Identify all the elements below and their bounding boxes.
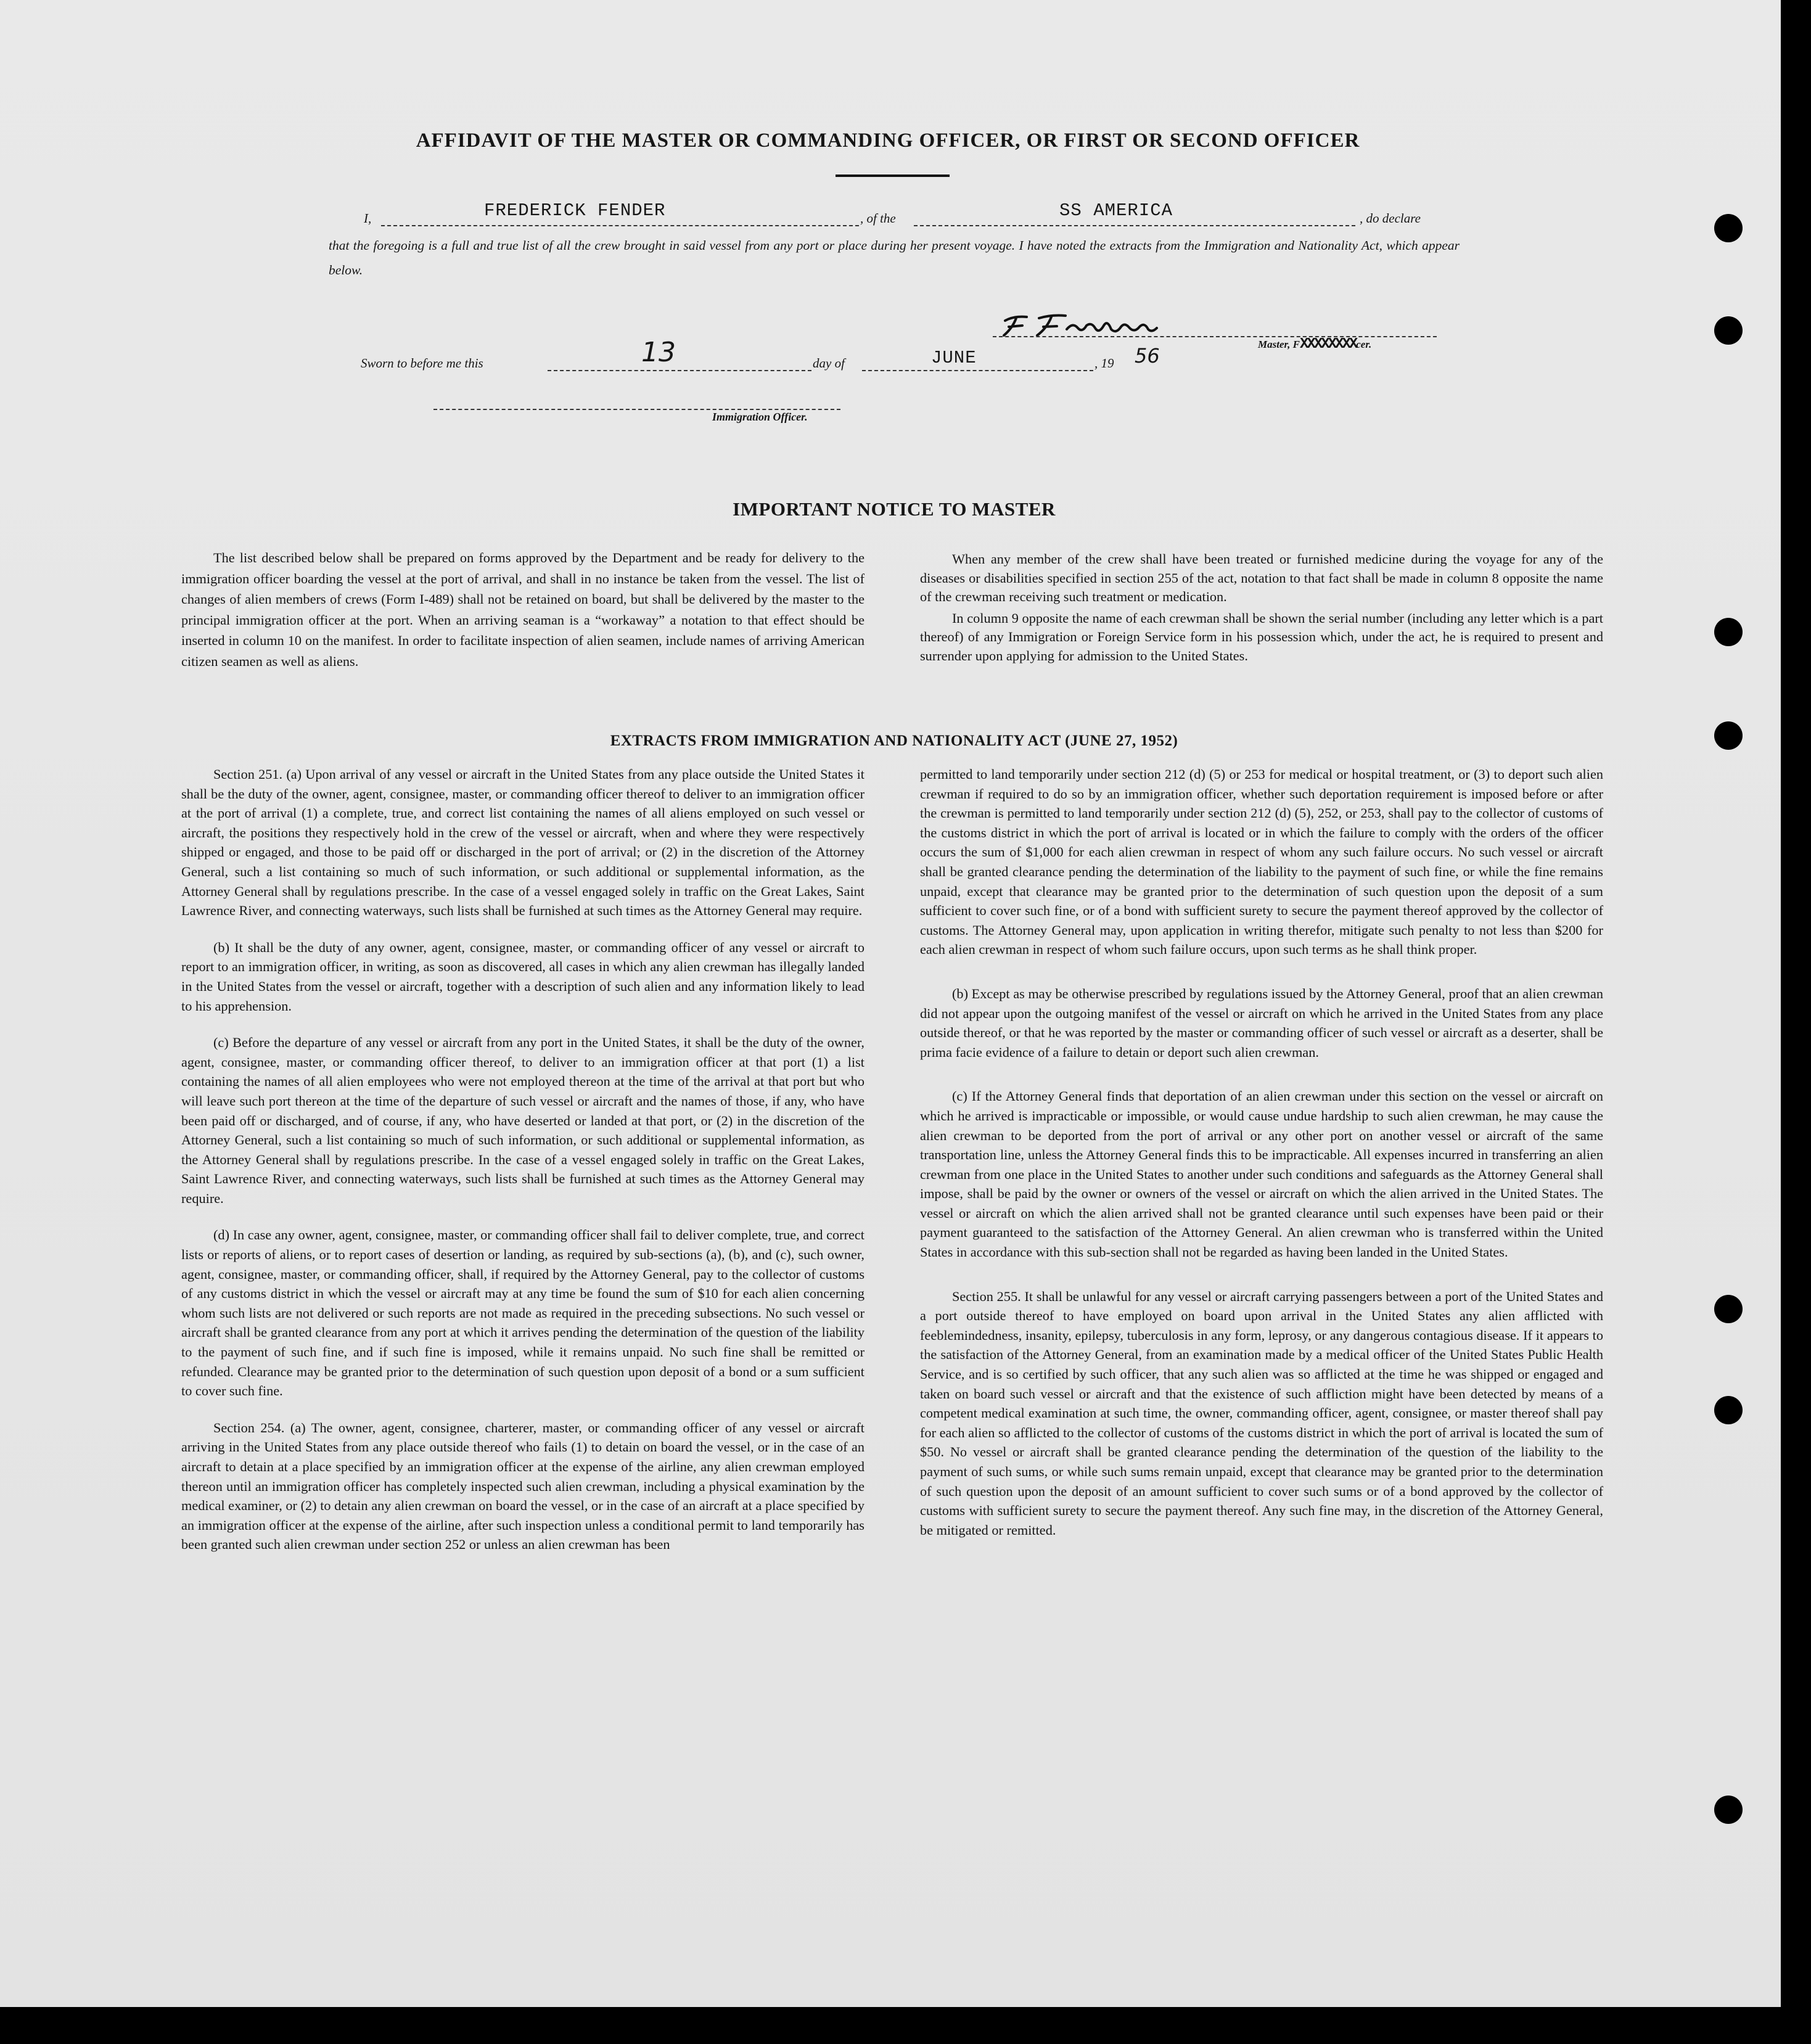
immigration-officer-line [433, 409, 840, 410]
punch-hole [1714, 1396, 1743, 1424]
notice-right-column [920, 550, 1603, 665]
notice-right-paragraph-2: In column 9 opposite the name of each crewman shall be shown the serial number (including any letter which is a part thereof) of any Immigration or Foreign Service form in his possession which, under the act, he is required to present and surrender upon applying for admission to the United States. [920, 610, 1603, 663]
year-prefix: , 19 [1094, 356, 1114, 371]
section-254-c: (c) If the Attorney General finds that deportation of an alien crewman under this section on the vessel or aircraft on which he arrived is impracticable or impossible, or would cause undue hardship to such alien crewman, he may cause the alien crewman to be deported from the port of arrival or any other port on another vessel or aircraft of the same transportation line, unless the Attorney General finds this to be impracticable. All expenses incurred in transferring an alien crewman from one place in the United States to another under such conditions and safeguards as the Attorney General shall impose, shall be paid by the owner or owners of the vessel or aircraft on which the alien arrived in the United States. The vessel or aircraft on which the alien arrived shall not be granted clearance until such expenses have been paid or their payment guaranteed to the satisfaction of the Attorney General. An alien crewman who is transferred within the United States in accordance with this sub-section shall not be regarded as having been landed in the United States. [920, 1088, 1603, 1260]
punch-hole [1714, 316, 1743, 345]
punch-hole [1714, 214, 1743, 242]
section-255: Section 255. It shall be unlawful for any vessel or aircraft carrying passengers between a port of the United States and a port outside thereof to have employed on board upon arrival in the United States any alien afflicted with feeblemindedness, insanity, epilepsy, tuberculosis in any form, leprosy, or any dangerous contagious disease. If it appears to the satisfaction of the Attorney General, from an examination made by a medical officer of the United States Public Health Service, and is so certified by such officer, that any such alien was so afflicted at the time he was shipped or engaged and taken on board such vessel or aircraft and that the existence of such affliction might have been detected by means of a competent medical examination at such time, the owner, commanding officer, agent, consignee, or master thereof shall pay for each alien so afflicted to the collector of customs of the customs district in which the port of arrival is located the sum of $50. No vessel or aircraft shall be granted clearance pending the determination of the question of the liability to the payment of such sums, or while such sums remain unpaid, except that clearance may be granted prior to the determination of such question upon the deposit of an amount sufficient to cover such sums or of a bond approved by the collector of customs with sufficient surety to secure the payment thereof. Any such fine may, in the discretion of the Attorney General, be mitigated or remitted. [920, 1288, 1603, 1538]
punch-hole [1714, 618, 1743, 646]
section-251-c: (c) Before the departure of any vessel or aircraft from any port in the United States, it shall be the duty of the owner, agent, consignee, master, or commanding officer thereof, to deliver to an immigration officer at that port (1) a list containing the names of all alien employees who were not employed thereon at the time of the arrival at that port but who will leave such port thereon at the time of the departure of such vessel or aircraft and the names of those, if any, who have been paid off or discharged, and of course, if any, who have deserted or landed at that port, or (2) in the discretion of the Attorney General, such a list containing so much of such information, or such additional or supplemental information, as the Attorney General shall by regulations prescribe. In the case of a vessel engaged solely in traffic on the Great Lakes, Saint Lawrence River, and connecting waterways, such lists shall be furnished at such times as the Attorney General may require. [181, 1035, 864, 1206]
signer-title-suffix: cer. [1356, 339, 1372, 350]
extracts-left-column [181, 765, 864, 1572]
declaration-text: that the foregoing is a full and true list of all the crew brought in said vessel from any port or place during her present voyage. I have noted the extracts from the Immigration and Nationality Act, which appear below. [329, 238, 1460, 277]
section-254-a-cont: permitted to land temporarily under section 212 (d) (5) or 253 for medical or hospital treatment, or (3) to deport such alien crewman if required to do so by an immigration officer, whether such deportation requirement is imposed before or after the crewman is permitted to land temporarily under section 212 (d) (5), 252, or 253, shall pay to the collector of customs of the customs district in which the port of arrival is located or in which the failure to comply with the orders of the officer occurs the sum of $1,000 for each alien crewman in respect of whom any such failure occurs. No such vessel or aircraft shall be granted clearance pending the determination of the liability to the payment of such fine, or while the fine remains unpaid, except that clearance may be granted prior to the determination of such question upon the deposit of a sum sufficient to cover such fine, or of a bond with sufficient surety to secure the payment thereof approved by the collector of customs. The Attorney General may, upon application in writing therefor, mitigate such penalty to not less than $200 for each alien crewman in respect of whom such failure occurs, upon such terms as he shall think proper. [920, 766, 1603, 958]
day-of-label: day of [813, 356, 845, 371]
i-label: I, [364, 211, 372, 226]
month-line [862, 370, 1093, 371]
punch-hole [1714, 721, 1743, 750]
title-rule [836, 174, 950, 177]
section-251-a: Section 251. (a) Upon arrival of any vessel or aircraft in the United States from any place outside the United States it shall be the duty of the owner, agent, consignee, master, or commanding officer thereof to deliver to an immigration officer at the port of arrival (1) a complete, true, and correct list containing the names of all aliens employed on such vessel or aircraft, the positions they respectively hold in the crew of the vessel or aircraft, when and where they were respectively shipped or engaged, and those to be paid off or discharged in the port of arrival; or (2) in the discretion of the Attorney General, such a list containing so much of such information, or such additional or supplemental information, as the Attorney General shall by regulations prescribe. In the case of a vessel engaged solely in traffic on the Great Lakes, Saint Lawrence River, and connecting waterways, such lists shall be furnished at such times as the Attorney General may require. [181, 766, 864, 919]
signer-title-prefix: Master, F [1258, 339, 1300, 350]
extracts-title: EXTRACTS FROM IMMIGRATION AND NATIONALITY ACT (JUNE 27, 1952) [610, 733, 1178, 749]
master-signature [993, 303, 1209, 340]
section-254-a: Section 254. (a) The owner, agent, consignee, charterer, master, or commanding officer of any vessel or aircraft arriving in the United States from any place outside thereof who fails (1) to detain on board the vessel, or in the case of an aircraft to detain at a place specified by an immigration officer at the expense of the airline, any alien crewman employed thereon until an immigration officer has completely inspected such alien crewman, including a physical examination by the medical examiner, or (2) to detain any alien crewman on board the vessel, or in the case of an aircraft at a place specified by an immigration officer at the expense of the airline, after such inspection unless a conditional permit to land temporarily has been granted such alien crewman under section 252 or unless an alien crewman has been [181, 1419, 864, 1553]
punch-hole [1714, 1796, 1743, 1824]
immigration-officer-label: Immigration Officer. [712, 411, 808, 423]
day-line [548, 370, 811, 371]
year-value: 56 [1135, 344, 1160, 367]
day-value: 13 [641, 337, 676, 368]
notice-title: IMPORTANT NOTICE TO MASTER [733, 498, 1056, 520]
master-name: FREDERICK FENDER [484, 200, 666, 221]
section-251-d: (d) In case any owner, agent, consignee, master, or commanding officer shall fail to deliver complete, true, and correct lists or reports of aliens, or to report cases of desertion or landing, as required by sub-sections (a), (b), and (c), such owner, agent, consignee, master, or commanding officer, shall, if required by the Attorney General, pay to the collector of customs of any customs district in which the vessel or aircraft may at any time be found the sum of $10 for each alien concerning whom such lists are not delivered or such reports are not made as required in the preceding subsections. No such vessel or aircraft shall be granted clearance from any port at which it arrives pending the determination of the question of the liability to the payment of such fine, and if such fine is imposed, while it remains unpaid. No such fine shall be remitted or refunded. Clearance may be granted prior to the determination of such question upon deposit of a bond or a sum sufficient to cover such fine. [181, 1227, 864, 1399]
vessel-name: SS AMERICA [1059, 200, 1173, 221]
struck-title: XXXXXXXX [1300, 336, 1357, 353]
punch-hole [1714, 1295, 1743, 1323]
name-line [381, 225, 859, 226]
signer-title [1258, 336, 1371, 353]
extracts-right-column [920, 765, 1603, 1557]
affidavit-title: AFFIDAVIT OF THE MASTER OR COMMANDING OFFICER, OR FIRST OR SECOND OFFICER [416, 129, 1360, 152]
do-declare-label: , do declare [1360, 211, 1421, 226]
notice-left-paragraph: The list described below shall be prepared on forms approved by the Department and be ready for delivery to the immigration officer boarding the vessel at the port of arrival, and shall in no instance be taken from the vessel. The list of changes of alien members of crews (Form I-489) shall not be retained on board, but shall be delivered by the master to the principal immigration officer at the port. When an arriving seaman is a “workaway” a notation to that effect should be inserted in column 10 on the manifest. In order to facilitate inspection of alien seamen, include names of arriving American citizen seamen as well as aliens. [181, 550, 864, 669]
of-the-label: , of the [860, 211, 896, 226]
notice-right-paragraph-1: When any member of the crew shall have been treated or furnished medicine during the voyage for any of the diseases or disabilities specified in section 255 of the act, notation to that fact shall be made in column 8 opposite the name of the crewman receiving such treatment or medication. [920, 551, 1603, 604]
section-251-b: (b) It shall be the duty of any owner, agent, consignee, master, or commanding officer of any vessel or aircraft to report to an immigration officer, in writing, as soon as discovered, all cases in which any alien crewman has illegally landed in the United States from the vessel or aircraft, together with a description of such alien and any information likely to lead to his apprehension. [181, 939, 864, 1014]
month-value: JUNE [931, 348, 977, 368]
section-254-b: (b) Except as may be otherwise prescribed by regulations issued by the Attorney General, proof that an alien crewman did not appear upon the outgoing manifest of the vessel or aircraft on which he arrived in the United States from any place outside thereof, or that he was reported by the master or commanding officer of such vessel or aircraft as a deserter, shall be prima facie evidence of a failure to detain or deport such alien crewman. [920, 985, 1603, 1060]
notice-left-column [181, 548, 864, 671]
vessel-line [914, 225, 1355, 226]
sworn-label: Sworn to before me this [361, 356, 483, 371]
